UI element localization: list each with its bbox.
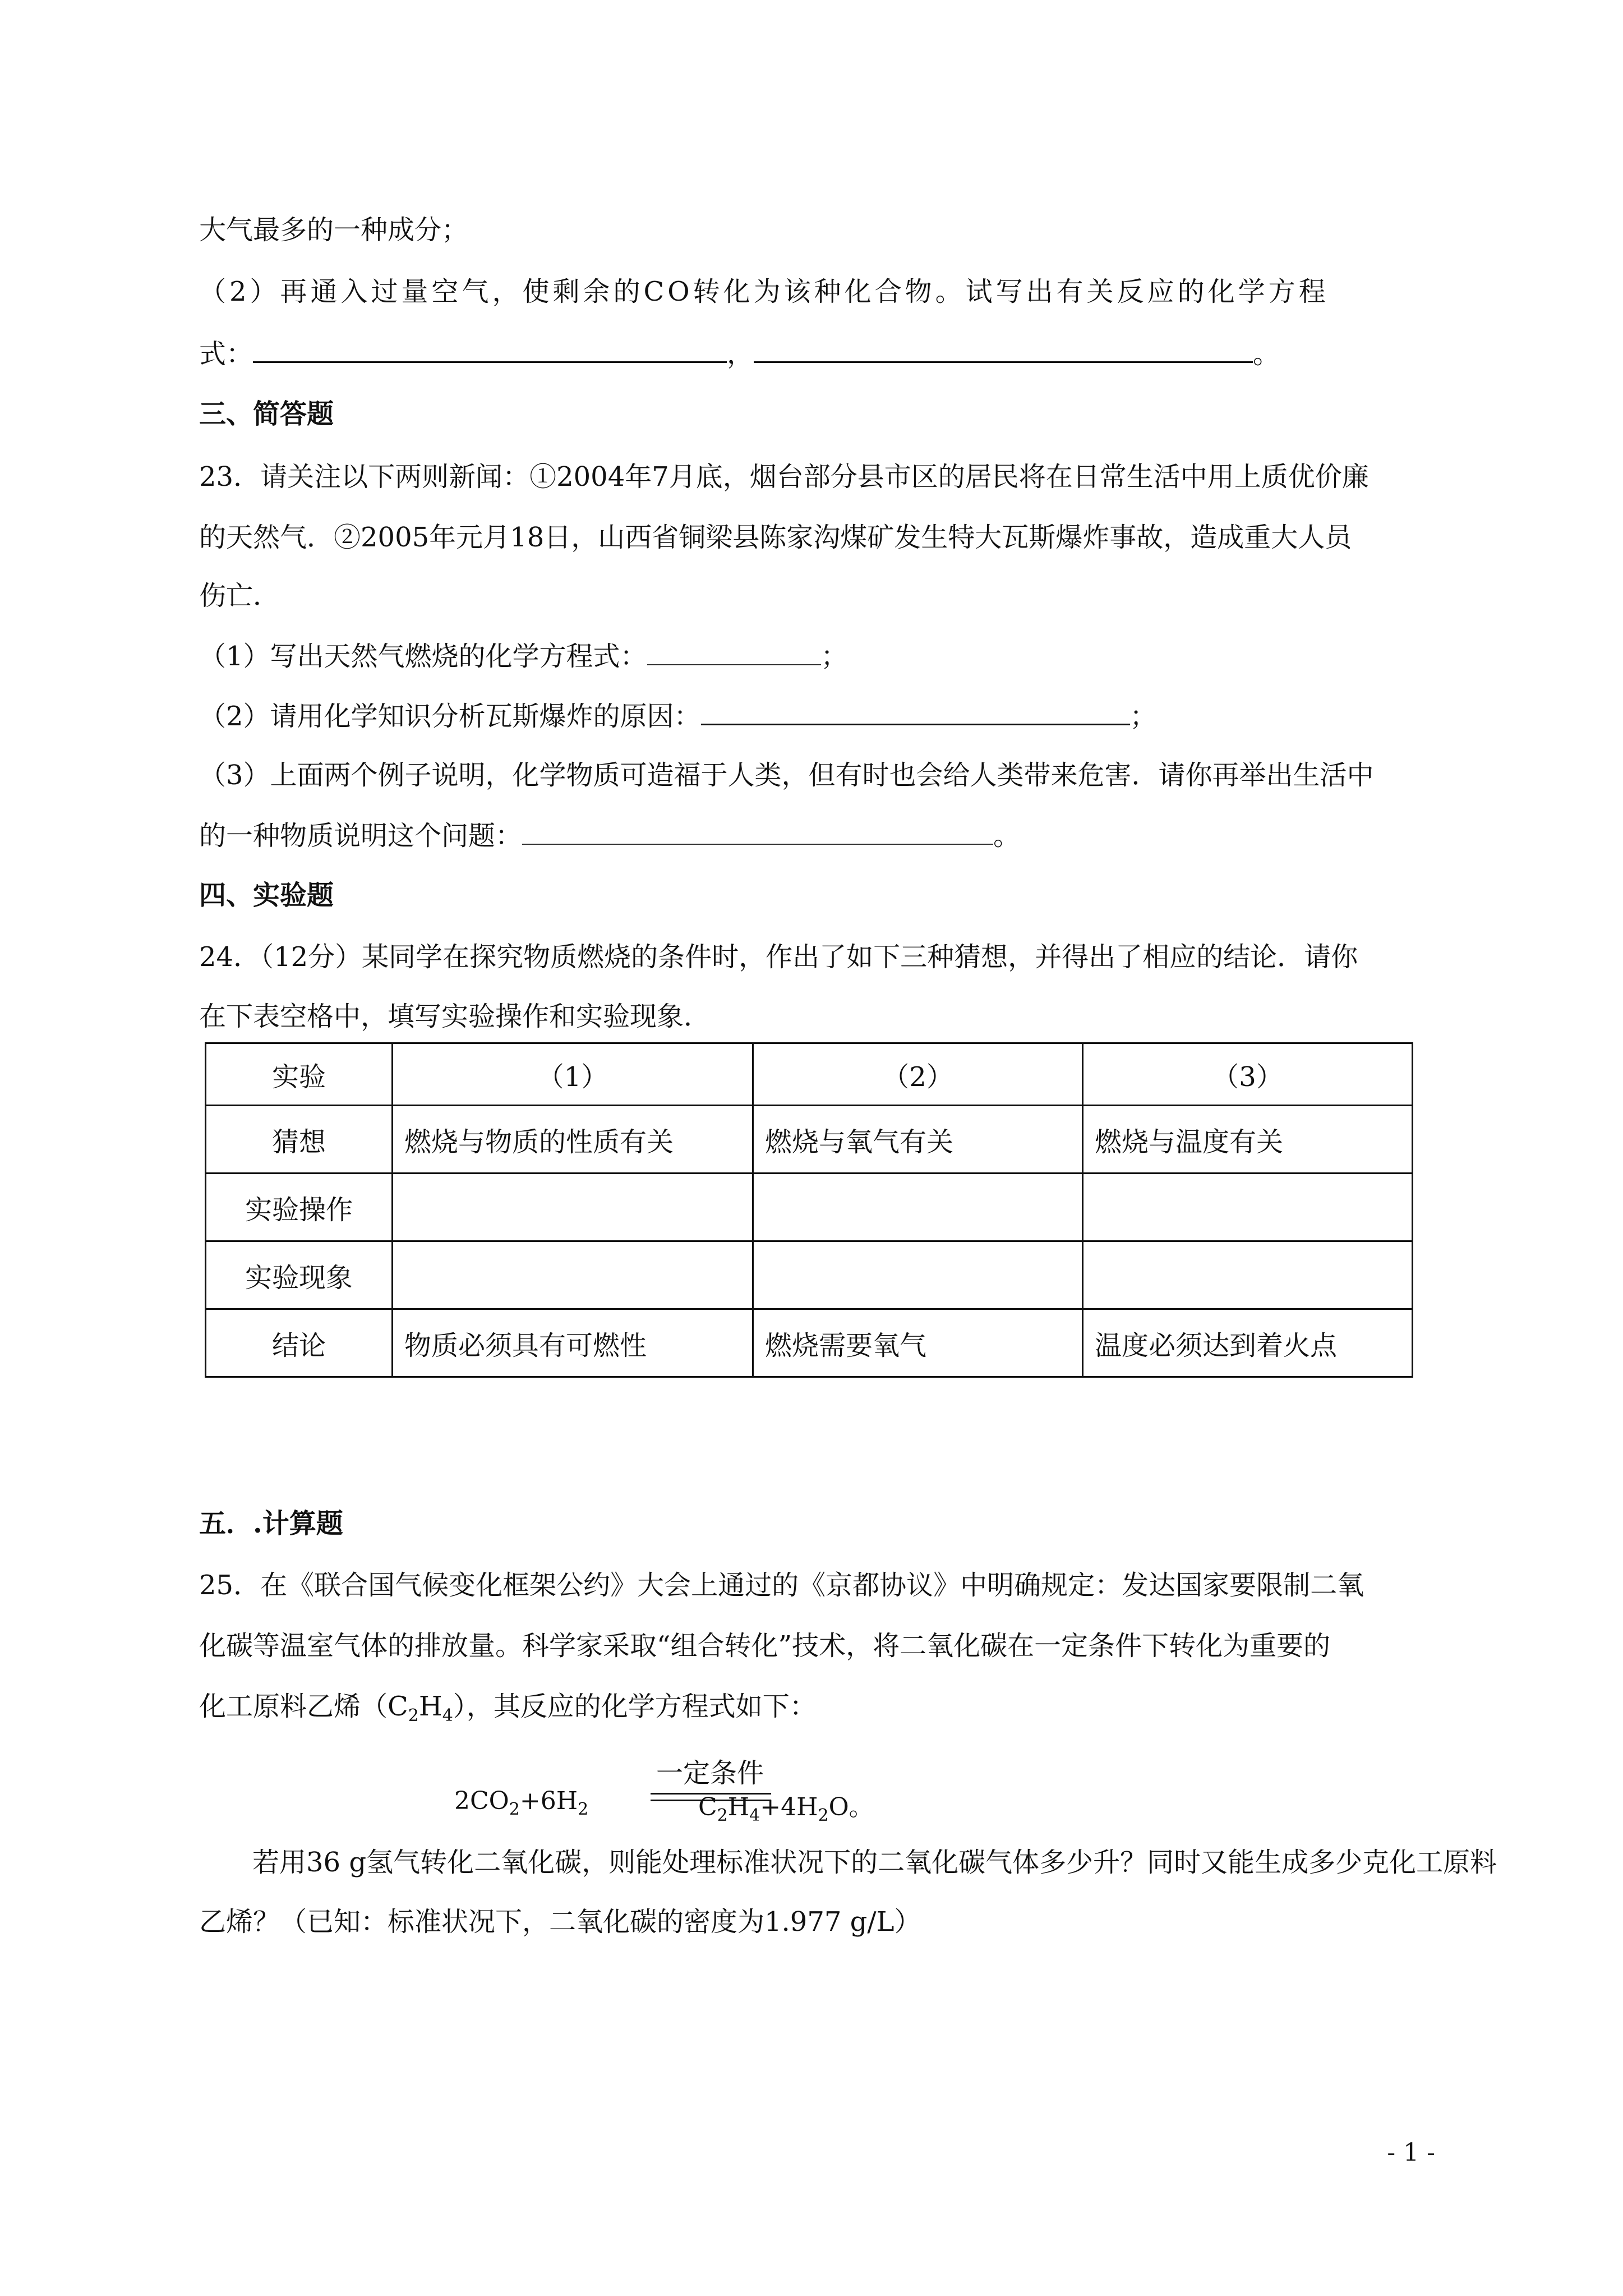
text-line bbox=[199, 337, 1280, 371]
text-span: 。 bbox=[993, 820, 1021, 852]
text-line: 化碳等温室气体的排放量。科学家采取“组合转化”技术，将二氧化碳在一定条件下转化为重要的 bbox=[199, 1630, 1331, 1662]
text-span: ， bbox=[727, 338, 754, 370]
text-span: O。 bbox=[828, 1793, 874, 1821]
section-heading: 三、简答题 bbox=[199, 398, 334, 430]
table-header-cell: （2） bbox=[753, 1043, 1083, 1106]
text-span: ），其反应的化学方程式如下： bbox=[453, 1691, 817, 1722]
answer-cell[interactable] bbox=[393, 1241, 753, 1309]
text-span: （1）写出天然气燃烧的化学方程式： bbox=[199, 641, 647, 672]
text-span: ； bbox=[820, 641, 848, 672]
answer-blank[interactable] bbox=[253, 337, 727, 363]
answer-cell[interactable] bbox=[1083, 1241, 1413, 1309]
table-cell: 物质必须具有可燃性 bbox=[393, 1309, 753, 1377]
answer-blank[interactable] bbox=[647, 639, 821, 665]
text-span: +6H bbox=[519, 1787, 578, 1815]
text-span: H bbox=[727, 1793, 750, 1821]
text-line: 大气最多的一种成分； bbox=[199, 214, 469, 246]
answer-cell[interactable] bbox=[1083, 1174, 1413, 1241]
text-line: 25．在《联合国气候变化框架公约》大会上通过的《京都协议》中明确规定：发达国家要限制二氧 bbox=[199, 1570, 1364, 1601]
text-line: 24．（12分）某同学在探究物质燃烧的条件时，作出了如下三种猜想，并得出了相应的结论．请你 bbox=[199, 941, 1358, 973]
reaction-condition: 一定条件 bbox=[656, 1757, 764, 1789]
table-header-cell: 实验 bbox=[206, 1043, 393, 1106]
answer-cell[interactable] bbox=[393, 1174, 753, 1241]
text-span: （2）请用化学知识分析瓦斯爆炸的原因： bbox=[199, 701, 701, 732]
text-line: （2）再通入过量空气，使剩余的CO转化为该种化合物。试写出有关反应的化学方程 bbox=[199, 276, 1329, 307]
page-number: - 1 - bbox=[1387, 2138, 1435, 2167]
text-span: 化工原料乙烯（C bbox=[199, 1691, 408, 1722]
text-line: 乙烯？（已知：标准状况下，二氧化碳的密度为1.977 g/L） bbox=[199, 1906, 921, 1938]
text-line bbox=[199, 699, 1157, 733]
table-row bbox=[206, 1106, 1413, 1174]
text-line: 若用36 g氢气转化二氧化碳，则能处理标准状况下的二氧化碳气体多少升？同时又能生成多少克化工原料 bbox=[252, 1847, 1497, 1878]
table-cell: 燃烧与物质的性质有关 bbox=[393, 1106, 753, 1174]
text-line bbox=[199, 1690, 817, 1733]
row-label: 结论 bbox=[206, 1309, 393, 1377]
subscript: 4 bbox=[442, 1706, 453, 1726]
table-header-cell: （1） bbox=[393, 1043, 753, 1106]
subscript: 4 bbox=[749, 1806, 760, 1825]
experiment-table bbox=[205, 1042, 1413, 1378]
text-span: +4H bbox=[760, 1793, 818, 1821]
text-line bbox=[199, 819, 1020, 853]
text-line: 23．请关注以下两则新闻：①2004年7月底，烟台部分县市区的居民将在日常生活中用上质优价廉 bbox=[199, 461, 1369, 493]
subscript: 2 bbox=[408, 1706, 419, 1726]
answer-cell[interactable] bbox=[753, 1174, 1083, 1241]
equation-right bbox=[698, 1787, 874, 1825]
text-span: 的一种物质说明这个问题： bbox=[199, 820, 523, 852]
text-line: 伤亡． bbox=[199, 580, 280, 611]
text-line: （3）上面两个例子说明，化学物质可造福于人类，但有时也会给人类带来危害．请你再举出生活中 bbox=[199, 760, 1374, 791]
answer-blank[interactable] bbox=[522, 819, 993, 845]
table-cell: 温度必须达到着火点 bbox=[1083, 1309, 1413, 1377]
text-line: 的天然气．②2005年元月18日，山西省铜梁县陈家沟煤矿发生特大瓦斯爆炸事故，造成重大人员 bbox=[199, 522, 1352, 553]
subscript: 2 bbox=[578, 1800, 589, 1819]
equation-left bbox=[454, 1787, 588, 1819]
text-span: 。 bbox=[1253, 338, 1280, 370]
text-span: 式： bbox=[199, 338, 253, 370]
text-span: ； bbox=[1129, 701, 1157, 732]
text-span: 2CO bbox=[454, 1787, 509, 1815]
row-label: 实验现象 bbox=[206, 1241, 393, 1309]
subscript: 2 bbox=[818, 1806, 829, 1825]
table-row bbox=[206, 1309, 1413, 1377]
table-cell: 燃烧需要氧气 bbox=[753, 1309, 1083, 1377]
table-cell: 燃烧与温度有关 bbox=[1083, 1106, 1413, 1174]
text-line bbox=[199, 639, 848, 673]
answer-blank[interactable] bbox=[701, 699, 1130, 725]
subscript: 2 bbox=[717, 1806, 728, 1825]
row-label: 猜想 bbox=[206, 1106, 393, 1174]
section-heading: 五．.计算题 bbox=[199, 1508, 343, 1539]
section-heading: 四、实验题 bbox=[199, 880, 334, 911]
text-span: C bbox=[698, 1793, 717, 1821]
text-line: 在下表空格中，填写实验操作和实验现象． bbox=[199, 1001, 711, 1032]
table-cell: 燃烧与氧气有关 bbox=[753, 1106, 1083, 1174]
table-header-cell: （3） bbox=[1083, 1043, 1413, 1106]
answer-blank[interactable] bbox=[754, 337, 1253, 363]
subscript: 2 bbox=[509, 1800, 520, 1819]
table-row bbox=[206, 1174, 1413, 1241]
row-label: 实验操作 bbox=[206, 1174, 393, 1241]
table-header-row bbox=[206, 1043, 1413, 1106]
table-row bbox=[206, 1241, 1413, 1309]
text-span: H bbox=[418, 1691, 442, 1722]
answer-cell[interactable] bbox=[753, 1241, 1083, 1309]
